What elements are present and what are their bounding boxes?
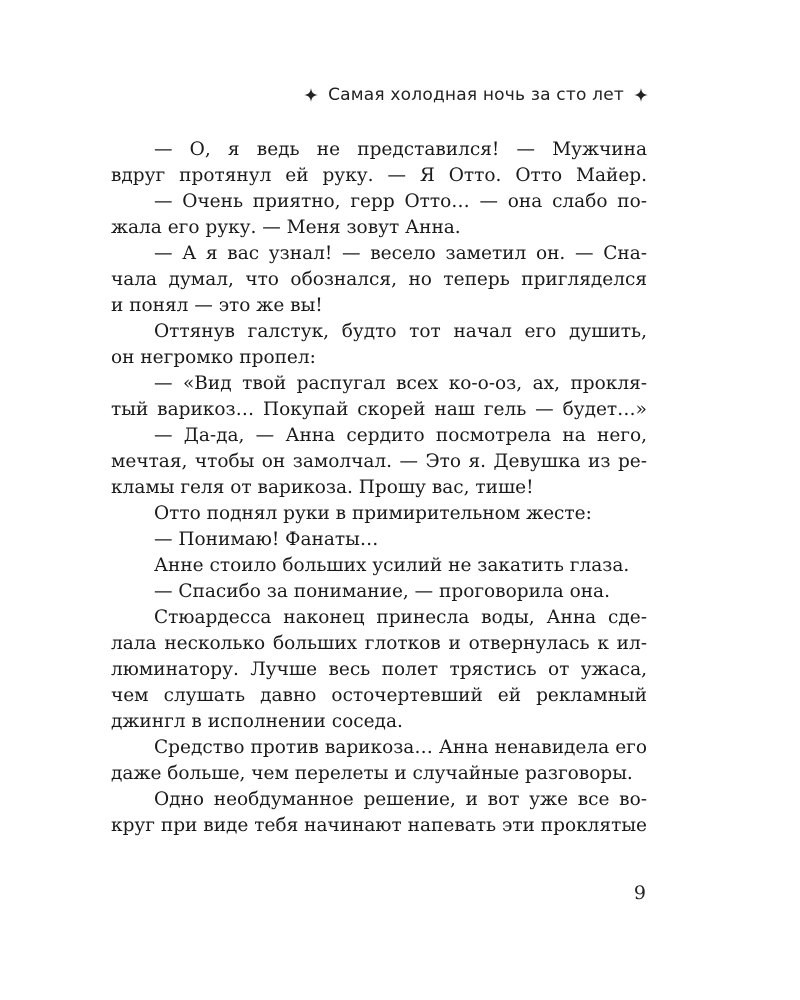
text-line: тый варикоз… Покупай скорей наш гель — будет…» bbox=[111, 399, 647, 420]
text-line: вдруг протянул ей руку. — Я Отто. Отто Майер. bbox=[111, 165, 647, 186]
text-line: и понял — это же вы! bbox=[111, 295, 323, 316]
text-line: — Очень приятно, герр Отто… — она слабо по- bbox=[154, 191, 647, 212]
text-line: Одно необдуманное решение, и вот уже все во- bbox=[154, 789, 647, 810]
text-line: — А я вас узнал! — весело заметил он. — Сна- bbox=[154, 243, 647, 264]
running-header bbox=[304, 82, 648, 108]
text-line: Стюардесса наконец принесла воды, Анна сде- bbox=[154, 607, 647, 628]
text-line: жала его руку. — Меня зовут Анна. bbox=[111, 217, 461, 238]
text-line: даже больше, чем перелеты и случайные разговоры. bbox=[111, 763, 633, 784]
text-line: Средство против варикоза… Анна ненавидела его bbox=[154, 737, 647, 758]
text-line: — «Вид твой распугал всех ко-о-оз, ах, прокля- bbox=[154, 373, 647, 394]
text-line: круг при виде тебя начинают напевать эти проклятые bbox=[111, 815, 647, 836]
text-line: кламы геля от варикоза. Прошу вас, тише! bbox=[111, 477, 534, 498]
text-line: Отто поднял руки в примирительном жесте: bbox=[154, 503, 592, 524]
page-number: 9 bbox=[633, 882, 646, 904]
text-line: — Спасибо за понимание, — проговорила она. bbox=[154, 581, 610, 602]
body-text bbox=[111, 137, 647, 839]
text-line: чала думал, что обознался, но теперь пригляделся bbox=[111, 269, 647, 290]
text-line: джингл в исполнении соседа. bbox=[111, 711, 403, 732]
text-line: мечтая, чтобы он замолчал. — Это я. Девушка из ре- bbox=[111, 451, 647, 472]
text-line: Оттянув галстук, будто тот начал его душить, bbox=[154, 321, 647, 342]
four-point-star-icon bbox=[634, 88, 648, 102]
text-line: — Да-да, — Анна сердито посмотрела на него, bbox=[154, 425, 647, 446]
running-title: Самая холодная ночь за сто лет bbox=[328, 85, 624, 105]
text-line: он негромко пропел: bbox=[111, 347, 316, 368]
text-line: — О, я ведь не представился! — Мужчина bbox=[154, 139, 647, 160]
four-point-star-icon bbox=[304, 88, 318, 102]
text-line: — Понимаю! Фанаты… bbox=[154, 529, 379, 550]
text-line: Анне стоило больших усилий не закатить глаза. bbox=[154, 555, 630, 576]
text-line: лала несколько больших глотков и отвернулась к ил- bbox=[111, 633, 647, 654]
text-line: люминатору. Лучше весь полет трястись от ужаса, bbox=[111, 659, 647, 680]
text-line: чем слушать давно осточертевший ей рекламный bbox=[111, 685, 647, 706]
